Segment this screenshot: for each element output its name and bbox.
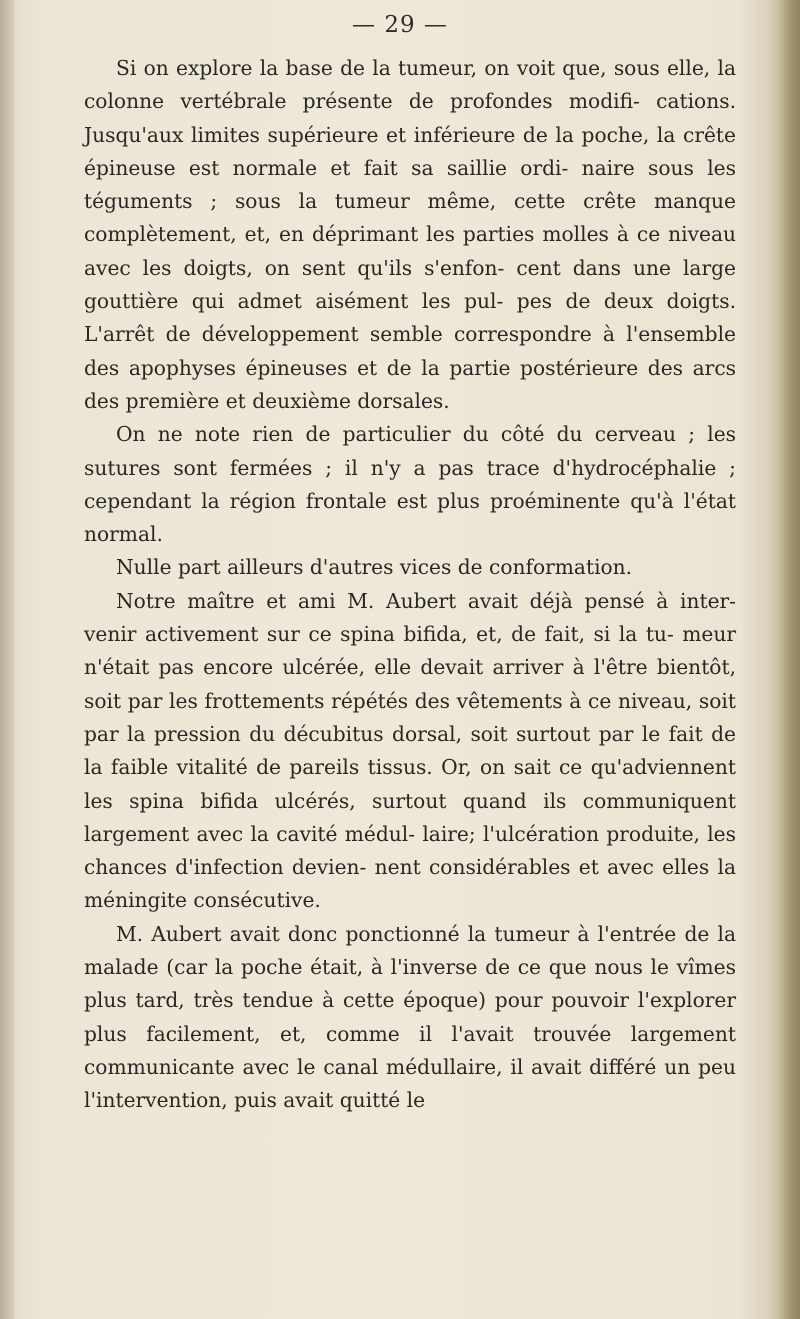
paragraph-spine-description: Si on explore la base de la tumeur, on voit que, sous elle, la colonne vertébrale présente de profondes modifi- cations. Jusqu'aux limites supérieure et inférieure de la poche, la crête épineuse est normale et fait sa saillie ordi- naire sous les téguments ; sous la tumeur même, cette crête manque complètement, et, en déprimant les parties molles à ce niveau avec les doigts, on sent qu'ils s'enfon- cent dans une large gouttière qui admet aisément les pul- pes de deux doigts. L'arrêt de développement semble correspondre à l'ensemble des apophyses épineuses et de la partie postérieure des arcs des première et deuxième dorsales.: [84, 56, 736, 413]
page-right-edge: [778, 0, 800, 1319]
body-text: [84, 52, 736, 1118]
paragraph-no-other-defects: Nulle part ailleurs d'autres vices de conformation.: [116, 555, 633, 580]
paragraph-brain-observation: On ne note rien de particulier du côté du cerveau ; les sutures sont fermées ; il n'y a pas trace d'hydrocéphalie ; cependant la région frontale est plus proéminente qu'à l'état normal.: [84, 422, 736, 547]
paragraph-intervention-plan: Notre maître et ami M. Aubert avait déjà pensé à inter- venir activement sur ce spina bifida, et, de fait, si la tu- meur n'était pas encore ulcérée, elle devait arriver à l'être bientôt, soit par les frottements répétés des vêtements à ce niveau, soit par la pression du décubitus dorsal, soit surtout par le fait de la faible vitalité de pareils tissus. Or, on sait ce qu'adviennent les spina bifida ulcérés, surtout quand ils communiquent largement avec la cavité médul- laire; l'ulcération produite, les chances d'infection devien- nent considérables et avec elles la méningite consécutive.: [84, 588, 736, 913]
page-number: — 29 —: [352, 12, 448, 38]
paragraph-puncture: M. Aubert avait donc ponctionné la tumeur à l'entrée de la malade (car la poche était, à l'inverse de ce que nous le vîmes plus tard, très tendue à cette époque) pour pouvoir l'explorer plus facilement, et, comme il l'avait trouvée largement communicante avec le canal médullaire, il avait différé un peu l'intervention, puis avait quitté le: [84, 921, 736, 1113]
page-left-edge: [0, 0, 14, 1319]
